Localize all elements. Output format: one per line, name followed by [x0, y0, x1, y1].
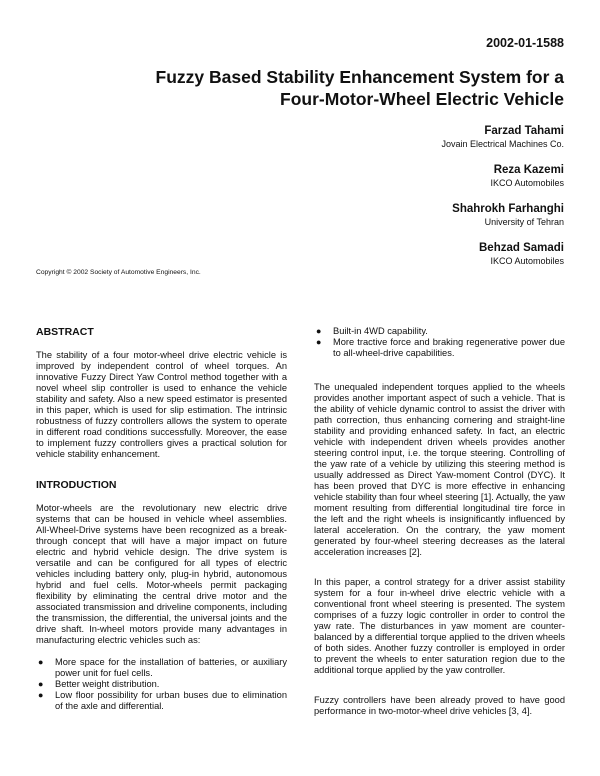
list-item	[314, 337, 565, 359]
bullet-icon: ●	[316, 326, 322, 336]
abstract-heading: ABSTRACT	[36, 326, 94, 338]
author-list	[441, 124, 564, 280]
author-affiliation: IKCO Automobiles	[490, 178, 564, 188]
author-name: Farzad Tahami	[484, 125, 564, 137]
list-item-text: Low floor possibility for urban buses due to elimination of the axle and differential.	[55, 690, 287, 711]
author-affiliation: Jovain Electrical Machines Co.	[441, 139, 564, 149]
abstract-text: The stability of a four motor-wheel drive electric vehicle is improved by independent control of wheel torques. An innovative Fuzzy Direct Yaw Control method together with a novel wheel slip controller is used to enhance the vehicle stability and safety. Also a new speed estimator is presented in this paper, which is used for slip estimation. The intrinsic robustness of fuzzy controllers allows the system to operate in different road conditions successfully. Moreover, the ease to implement fuzzy controllers gives a practical solution for vehicle stability enhancement.	[36, 350, 287, 459]
advantages-list	[36, 657, 287, 712]
author-name: Reza Kazemi	[493, 164, 564, 176]
author-name: Behzad Samadi	[479, 242, 564, 254]
bullet-icon: ●	[38, 657, 44, 667]
bullet-icon: ●	[38, 690, 44, 700]
title-line-1: Fuzzy Based Stability Enhancement System for a	[155, 67, 564, 87]
list-item	[36, 690, 287, 712]
bullet-icon: ●	[38, 679, 44, 689]
author-name: Shahrokh Farhanghi	[452, 203, 564, 215]
list-item	[36, 657, 287, 679]
list-item-text: More space for the installation of batteries, or auxiliary power unit for fuel cells.	[55, 657, 287, 678]
copyright-notice: Copyright © 2002 Society of Automotive Engineers, Inc.	[36, 269, 201, 276]
author-affiliation: University of Tehran	[484, 217, 564, 227]
body-paragraph: Fuzzy controllers have been already proved to have good performance in two-motor-wheel drive vehicles [3, 4].	[314, 695, 565, 716]
author-block	[441, 241, 564, 268]
list-item-text: Built-in 4WD capability.	[333, 326, 428, 336]
body-paragraph: In this paper, a control strategy for a driver assist stability system for a four in-wheel drive electric vehicle with a conventional front wheel steering is presented. The system comprises of a fuzzy logic controller in order to control the yaw rate. The disturbances in yaw moment are counter-balanced by a differential torque applied to the driven wheels of both sides. Another fuzzy controller is employed in order to prevent the wheels to enter saturation region due to the additional torque applied by the yaw controller.	[314, 577, 565, 675]
paper-id: 2002-01-1588	[486, 36, 564, 50]
author-block	[441, 163, 564, 190]
introduction-text: Motor-wheels are the revolutionary new electric drive systems that can be housed in vehicle wheel assemblies. All-Wheel-Drive systems have been recognized as a break-through concept that will have a major impact on future electric and hybrid vehicle design. The drive system is versatile and can be configured for all types of electric vehicles including battery only, plug-in hybrid, autonomous hybrid and fuel cells. Motor-wheels permit packaging flexibility by eliminating the central drive motor and the associated transmission and driveline components, including the transmission, the differential, the universal joints and the drive shaft. In-wheel motors provide many advantages in manufacturing electric vehicles such as:	[36, 503, 287, 645]
list-item-text: Better weight distribution.	[55, 679, 160, 689]
title-line-2: Four-Motor-Wheel Electric Vehicle	[280, 89, 564, 109]
list-item	[314, 326, 565, 337]
author-block	[441, 124, 564, 151]
bullet-icon: ●	[316, 337, 322, 347]
list-item-text: More tractive force and braking regenerative power due to all-wheel-drive capabilities.	[333, 337, 565, 358]
right-column	[314, 326, 565, 728]
body-paragraph: The unequaled independent torques applied to the wheels provides another important aspect of such a vehicle. That is the ability of vehicle dynamic control to assist the driver with path correction, thus enhancing cornering and straight-line stability and providing enhanced safety. In fact, an electric vehicle with independent driven wheels provides another steering control input, i.e. the torque steering. Controlling of the yaw rate of a vehicle by utilizing this steering method is usually addressed as Direct Yaw-moment Control (DYC). It has been proved that DYC is more effective in enhancing vehicle stability than four wheel steering [1]. Actually, the yaw moment resulting from differential longitudinal tire force in the left and the right wheels is insignificantly influenced by lateral acceleration. On the contrary, the yaw moment generated by four-wheel steering decreases as the lateral acceleration increases [2].	[314, 382, 565, 557]
left-column	[36, 326, 287, 723]
list-item	[36, 679, 287, 690]
advantages-list-continued	[314, 326, 565, 359]
author-affiliation: IKCO Automobiles	[490, 256, 564, 266]
author-block	[441, 202, 564, 229]
introduction-heading: INTRODUCTION	[36, 479, 117, 491]
paper-title	[104, 66, 564, 110]
